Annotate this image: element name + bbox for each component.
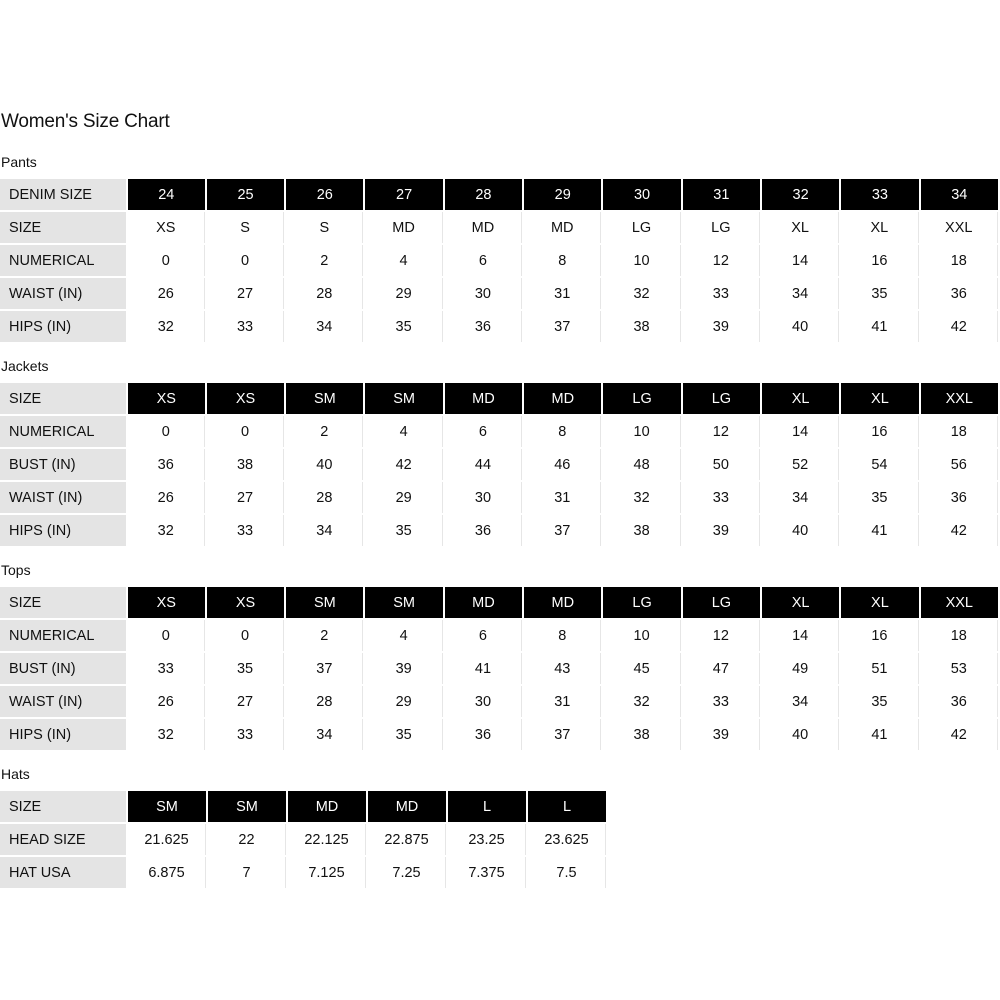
table-cell: 38 (603, 515, 680, 546)
table-cell: 41 (841, 311, 918, 342)
header-cell: 34 (921, 179, 998, 210)
table-cell: 0 (207, 620, 284, 651)
header-cell: 33 (841, 179, 918, 210)
table-cell: 32 (603, 686, 680, 717)
table-cell: 42 (921, 311, 998, 342)
table-cell: 28 (286, 686, 363, 717)
row-label: WAIST (IN) (0, 482, 126, 513)
header-cell: XS (128, 383, 205, 414)
table-cell: 32 (128, 515, 205, 546)
table-cell: XL (762, 212, 839, 243)
table-cell: 29 (365, 278, 442, 309)
row-label: HAT USA (0, 857, 126, 888)
header-cell: SM (128, 791, 206, 822)
table-cell: 18 (921, 620, 998, 651)
table-row (0, 383, 998, 414)
row-label: NUMERICAL (0, 245, 126, 276)
row-label: BUST (IN) (0, 653, 126, 684)
table-cell: S (207, 212, 284, 243)
table-cell: XS (128, 212, 205, 243)
row-label: BUST (IN) (0, 449, 126, 480)
table-row (0, 278, 998, 309)
table-cell: 40 (762, 311, 839, 342)
table-cell: 32 (128, 719, 205, 750)
table-cell: 10 (603, 245, 680, 276)
header-cell: XL (762, 587, 839, 618)
row-label: SIZE (0, 791, 126, 822)
header-cell: XL (841, 587, 918, 618)
table-row (0, 212, 998, 243)
table-cell: 16 (841, 245, 918, 276)
table-cell: 49 (762, 653, 839, 684)
table-cell: 36 (128, 449, 205, 480)
header-cell: XXL (921, 383, 998, 414)
header-cell: 29 (524, 179, 601, 210)
header-cell: XL (841, 383, 918, 414)
row-label: DENIM SIZE (0, 179, 126, 210)
table-cell: 42 (921, 719, 998, 750)
table-cell: 29 (365, 482, 442, 513)
table-cell: 18 (921, 245, 998, 276)
table-cell: 10 (603, 416, 680, 447)
header-cell: XXL (921, 587, 998, 618)
table-cell: 0 (128, 245, 205, 276)
table-cell: 7 (208, 857, 286, 888)
table-cell: 37 (524, 311, 601, 342)
table-row (0, 686, 998, 717)
header-cell: 28 (445, 179, 522, 210)
table-cell: 7.25 (368, 857, 446, 888)
table-cell: 18 (921, 416, 998, 447)
table-cell: 4 (365, 245, 442, 276)
table-cell: S (286, 212, 363, 243)
header-cell: L (528, 791, 606, 822)
table-row (0, 791, 606, 822)
table-cell: 0 (128, 416, 205, 447)
table-cell: 40 (286, 449, 363, 480)
pants-size-table (0, 177, 1000, 344)
table-cell: 23.625 (528, 824, 606, 855)
table-cell: 30 (445, 686, 522, 717)
header-cell: MD (524, 383, 601, 414)
table-cell: 56 (921, 449, 998, 480)
table-cell: LG (603, 212, 680, 243)
header-cell: 32 (762, 179, 839, 210)
row-label: HIPS (IN) (0, 719, 126, 750)
table-cell: 22 (208, 824, 286, 855)
table-cell: 44 (445, 449, 522, 480)
table-cell: MD (365, 212, 442, 243)
table-cell: 7.5 (528, 857, 606, 888)
table-cell: 27 (207, 686, 284, 717)
table-cell: 16 (841, 416, 918, 447)
table-cell: 34 (762, 482, 839, 513)
table-cell: 2 (286, 620, 363, 651)
row-label: HIPS (IN) (0, 515, 126, 546)
table-cell: 37 (524, 719, 601, 750)
table-cell: 34 (286, 311, 363, 342)
table-cell: 34 (762, 278, 839, 309)
table-cell: 35 (365, 515, 442, 546)
table-cell: 14 (762, 416, 839, 447)
header-cell: SM (208, 791, 286, 822)
table-cell: 23.25 (448, 824, 526, 855)
header-cell: 24 (128, 179, 205, 210)
table-cell: 7.375 (448, 857, 526, 888)
table-cell: 36 (445, 311, 522, 342)
table-row (0, 179, 998, 210)
row-label: HIPS (IN) (0, 311, 126, 342)
header-cell: MD (288, 791, 366, 822)
section-title-pants: Pants (1, 154, 37, 170)
header-cell: 26 (286, 179, 363, 210)
table-cell: 41 (841, 719, 918, 750)
header-cell: LG (603, 383, 680, 414)
table-cell: 33 (683, 686, 760, 717)
row-label: NUMERICAL (0, 620, 126, 651)
table-cell: 39 (683, 515, 760, 546)
table-cell: 32 (603, 482, 680, 513)
table-cell: 35 (207, 653, 284, 684)
table-cell: 41 (445, 653, 522, 684)
table-row (0, 482, 998, 513)
jackets-size-table (0, 381, 1000, 548)
header-cell: 25 (207, 179, 284, 210)
table-cell: 47 (683, 653, 760, 684)
table-cell: 39 (683, 311, 760, 342)
table-cell: 35 (365, 311, 442, 342)
table-cell: 53 (921, 653, 998, 684)
header-cell: XS (207, 383, 284, 414)
table-cell: 36 (921, 686, 998, 717)
table-cell: 2 (286, 245, 363, 276)
table-cell: 6 (445, 245, 522, 276)
header-cell: MD (524, 587, 601, 618)
table-cell: 33 (683, 482, 760, 513)
table-cell: 33 (207, 311, 284, 342)
table-cell: 38 (603, 719, 680, 750)
table-cell: 26 (128, 686, 205, 717)
table-cell: 50 (683, 449, 760, 480)
table-cell: 28 (286, 278, 363, 309)
header-cell: SM (286, 383, 363, 414)
section-title-jackets: Jackets (1, 358, 49, 374)
table-row (0, 449, 998, 480)
header-cell: LG (683, 587, 760, 618)
table-cell: 8 (524, 620, 601, 651)
table-cell: 51 (841, 653, 918, 684)
row-label: SIZE (0, 212, 126, 243)
header-cell: MD (445, 587, 522, 618)
table-cell: 2 (286, 416, 363, 447)
row-label: HEAD SIZE (0, 824, 126, 855)
table-cell: 37 (524, 515, 601, 546)
table-cell: 40 (762, 719, 839, 750)
table-cell: 4 (365, 620, 442, 651)
table-cell: 21.625 (128, 824, 206, 855)
row-label: SIZE (0, 587, 126, 618)
table-cell: 38 (603, 311, 680, 342)
table-cell: 35 (841, 482, 918, 513)
table-row (0, 824, 606, 855)
table-cell: 35 (841, 686, 918, 717)
table-cell: 29 (365, 686, 442, 717)
header-cell: SM (365, 383, 442, 414)
table-cell: 33 (207, 515, 284, 546)
table-cell: 48 (603, 449, 680, 480)
table-cell: 12 (683, 416, 760, 447)
table-cell: 42 (921, 515, 998, 546)
table-cell: 12 (683, 620, 760, 651)
table-row (0, 653, 998, 684)
table-cell: 32 (128, 311, 205, 342)
table-row (0, 416, 998, 447)
header-cell: MD (445, 383, 522, 414)
table-cell: 12 (683, 245, 760, 276)
table-cell: 16 (841, 620, 918, 651)
table-cell: 32 (603, 278, 680, 309)
table-cell: LG (683, 212, 760, 243)
header-cell: L (448, 791, 526, 822)
table-cell: 36 (445, 719, 522, 750)
table-cell: 6 (445, 620, 522, 651)
table-cell: 27 (207, 278, 284, 309)
table-cell: 8 (524, 416, 601, 447)
table-row (0, 245, 998, 276)
header-cell: SM (286, 587, 363, 618)
table-cell: 31 (524, 482, 601, 513)
header-cell: 31 (683, 179, 760, 210)
table-cell: 45 (603, 653, 680, 684)
table-cell: 0 (207, 245, 284, 276)
table-row (0, 620, 998, 651)
table-cell: 26 (128, 278, 205, 309)
table-cell: XXL (921, 212, 998, 243)
table-row (0, 515, 998, 546)
table-row (0, 311, 998, 342)
table-cell: 0 (128, 620, 205, 651)
table-row (0, 587, 998, 618)
table-cell: 33 (128, 653, 205, 684)
hats-size-table (0, 789, 608, 890)
table-row (0, 719, 998, 750)
table-cell: 6.875 (128, 857, 206, 888)
table-cell: 36 (921, 278, 998, 309)
header-cell: XL (762, 383, 839, 414)
table-cell: 35 (841, 278, 918, 309)
table-cell: 36 (445, 515, 522, 546)
table-cell: 39 (683, 719, 760, 750)
section-title-tops: Tops (1, 562, 31, 578)
table-cell: 8 (524, 245, 601, 276)
table-cell: 42 (365, 449, 442, 480)
table-cell: 30 (445, 278, 522, 309)
table-cell: 33 (207, 719, 284, 750)
table-cell: 39 (365, 653, 442, 684)
table-cell: 22.875 (368, 824, 446, 855)
header-cell: XS (128, 587, 205, 618)
header-cell: MD (368, 791, 446, 822)
header-cell: SM (365, 587, 442, 618)
row-label: WAIST (IN) (0, 278, 126, 309)
table-cell: 31 (524, 686, 601, 717)
table-cell: 43 (524, 653, 601, 684)
table-cell: MD (445, 212, 522, 243)
table-cell: 30 (445, 482, 522, 513)
table-cell: 34 (286, 719, 363, 750)
page-title: Women's Size Chart (1, 111, 170, 132)
table-cell: 38 (207, 449, 284, 480)
table-cell: 37 (286, 653, 363, 684)
header-cell: 30 (603, 179, 680, 210)
header-cell: 27 (365, 179, 442, 210)
table-cell: 46 (524, 449, 601, 480)
table-cell: 6 (445, 416, 522, 447)
table-cell: 7.125 (288, 857, 366, 888)
table-cell: 28 (286, 482, 363, 513)
table-cell: 36 (921, 482, 998, 513)
table-cell: 40 (762, 515, 839, 546)
table-cell: 0 (207, 416, 284, 447)
table-cell: 14 (762, 245, 839, 276)
table-cell: MD (524, 212, 601, 243)
header-cell: LG (683, 383, 760, 414)
table-cell: 22.125 (288, 824, 366, 855)
table-cell: 4 (365, 416, 442, 447)
table-cell: 34 (762, 686, 839, 717)
table-cell: 34 (286, 515, 363, 546)
table-cell: 14 (762, 620, 839, 651)
header-cell: LG (603, 587, 680, 618)
table-cell: XL (841, 212, 918, 243)
table-cell: 35 (365, 719, 442, 750)
section-title-hats: Hats (1, 766, 30, 782)
table-cell: 27 (207, 482, 284, 513)
table-cell: 52 (762, 449, 839, 480)
table-cell: 26 (128, 482, 205, 513)
table-cell: 33 (683, 278, 760, 309)
row-label: WAIST (IN) (0, 686, 126, 717)
table-row (0, 857, 606, 888)
table-cell: 31 (524, 278, 601, 309)
table-cell: 10 (603, 620, 680, 651)
table-cell: 54 (841, 449, 918, 480)
row-label: NUMERICAL (0, 416, 126, 447)
row-label: SIZE (0, 383, 126, 414)
tops-size-table (0, 585, 1000, 752)
header-cell: XS (207, 587, 284, 618)
table-cell: 41 (841, 515, 918, 546)
